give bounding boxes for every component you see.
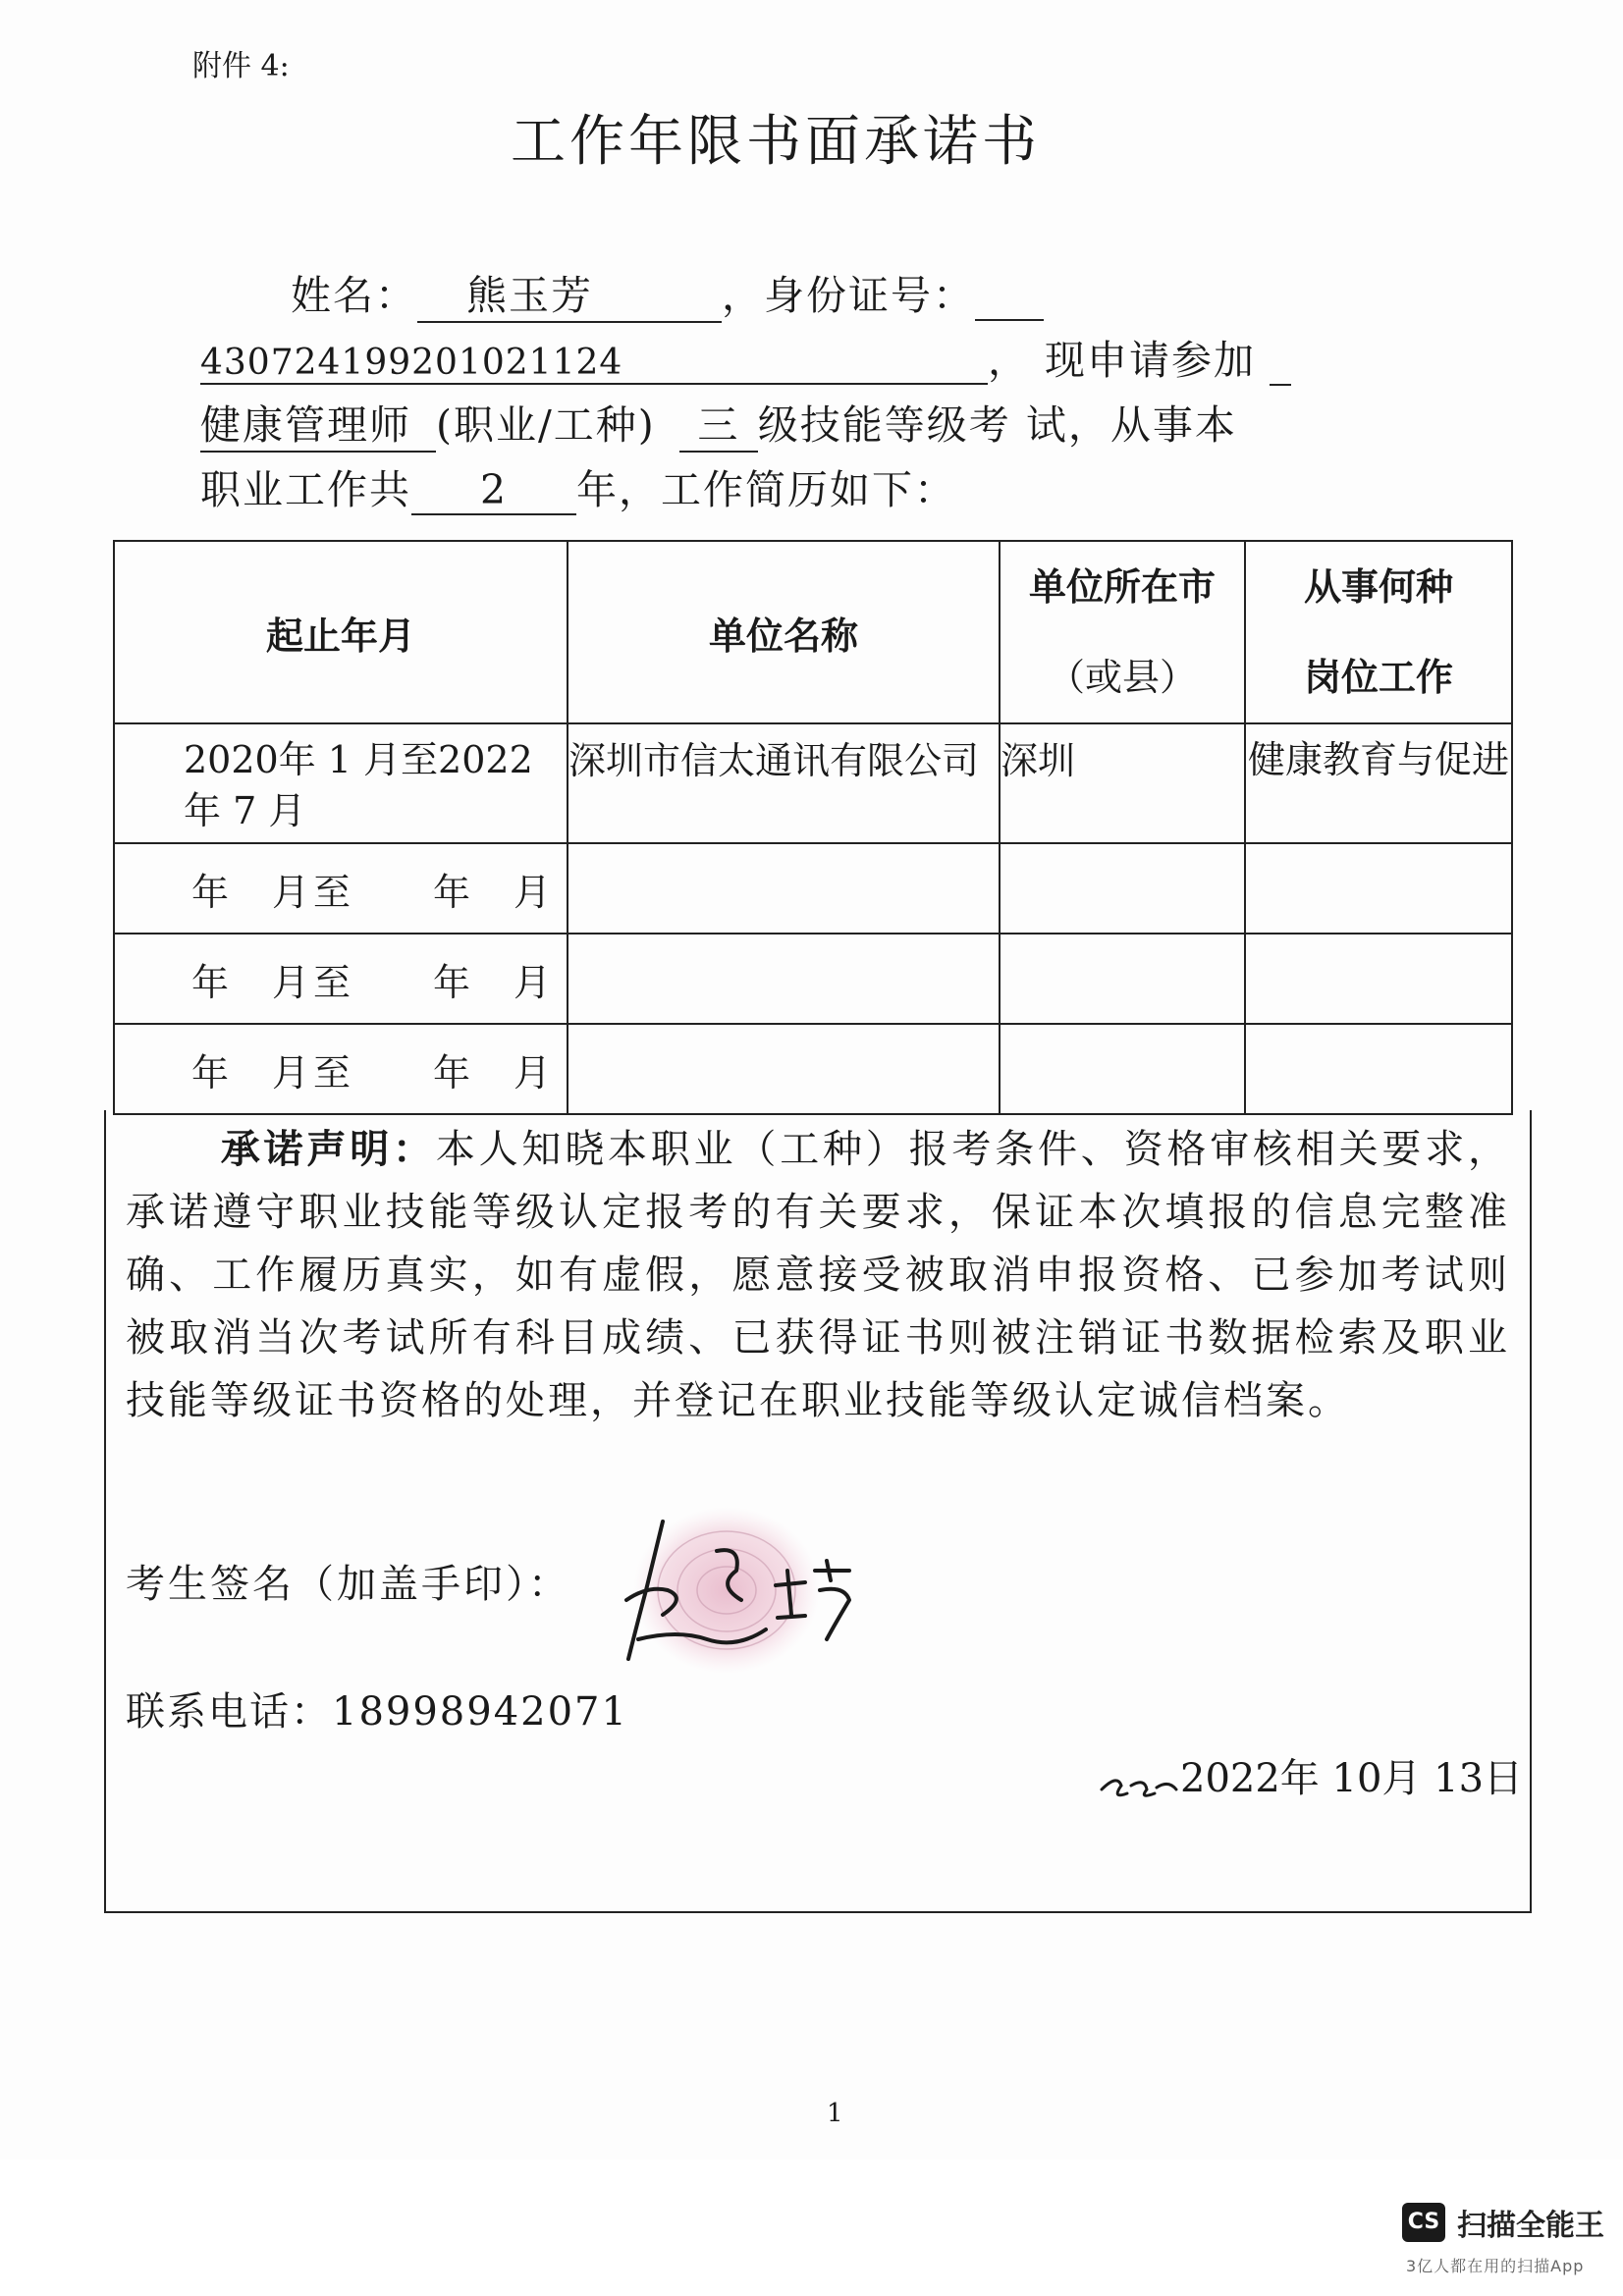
- row3-period: [114, 934, 568, 1024]
- id-number: 430724199201021124: [200, 343, 988, 385]
- phone-number: 18998942071: [332, 1689, 628, 1735]
- row2-city: [1000, 843, 1245, 934]
- table-row: [114, 843, 1512, 934]
- row4-city: [1000, 1024, 1245, 1114]
- page-number: 1: [827, 2099, 843, 2128]
- years-value: 2: [411, 466, 576, 515]
- row1-company: 深圳市信太通讯有限公司: [568, 723, 1000, 843]
- page-title: 工作年限书面承诺书: [511, 110, 1041, 174]
- row1-period-line1: 2020年 1 月至2022: [184, 738, 533, 781]
- row4-y1: 年: [191, 1050, 234, 1095]
- commitment-label: 承诺声明：: [220, 1126, 436, 1172]
- table-row: [114, 723, 1512, 843]
- row4-y2: 年: [433, 1050, 475, 1095]
- years-prefix: 职业工作共: [200, 466, 411, 513]
- row3-job: [1245, 934, 1512, 1024]
- row4-period: [114, 1024, 568, 1114]
- level-suffix: 级技能等级考 试，从事本: [757, 401, 1237, 449]
- signature-label: 考生签名（加盖手印）：: [126, 1562, 570, 1607]
- header-job-line1: 从事何种: [1303, 565, 1453, 609]
- signature-image: [569, 1492, 864, 1679]
- commitment-text: 本人知晓本职业（工种）报考条件、资格审核相关要求，承诺遵守职业技能等级认定报考的有关要求，保证本次填报的信息完整准确、工作履历真实，如有虚假，愿意接受被取消申报资格、已参加考试则被取消当次考试所有科目成绩、已获得证书则被注销证书数据检索及职业技能等级证书资格的处理，并登记在职业技能等级认定诚信档案。: [126, 1127, 1511, 1423]
- commitment-statement: [126, 1118, 1510, 1432]
- name-label: 姓名：: [291, 272, 417, 319]
- handwritten-year-strokes: [1098, 1760, 1180, 1803]
- phone-line: [126, 1681, 628, 1736]
- row1-city: 深圳: [1000, 723, 1245, 843]
- header-city: [1000, 541, 1245, 723]
- occupation-value: 健康管理师: [200, 393, 436, 453]
- row2-job: [1245, 843, 1512, 934]
- header-job-line2: 岗位工作: [1303, 656, 1453, 699]
- table-row: [114, 934, 1512, 1024]
- id-label: ，身份证号：: [722, 272, 975, 319]
- row4-job: [1245, 1024, 1512, 1114]
- header-job: [1245, 541, 1512, 723]
- header-period: 起止年月: [114, 541, 568, 723]
- row1-job: 健康教育与促进: [1245, 723, 1512, 843]
- row3-y1: 年: [191, 960, 234, 1004]
- row4-m2: 月: [514, 1050, 556, 1095]
- years-line: [200, 457, 956, 515]
- row3-m1: 月至: [272, 960, 355, 1004]
- row4-company: [568, 1024, 1000, 1114]
- header-city-line1: 单位所在市: [1028, 565, 1216, 609]
- handwritten-date-text: 2022年 10月 13日: [1180, 1756, 1524, 1801]
- row3-m2: 月: [514, 960, 556, 1004]
- years-suffix: 年，工作简历如下：: [576, 466, 956, 513]
- row3-company: [568, 934, 1000, 1024]
- row2-y2: 年: [433, 870, 475, 914]
- table-header-row: [114, 541, 1512, 723]
- camscanner-logo: CS: [1402, 2203, 1445, 2242]
- name-line: [291, 263, 1044, 323]
- id-line: [200, 328, 1291, 386]
- row4-m1: 月至: [272, 1050, 355, 1095]
- attachment-label: 附件 4:: [192, 49, 290, 83]
- row2-period: [114, 843, 568, 934]
- row2-company: [568, 843, 1000, 934]
- row2-m1: 月至: [272, 870, 355, 914]
- work-history-table: [113, 540, 1513, 1115]
- brand-slogan: 3亿人都在用的扫描App: [1406, 2257, 1585, 2275]
- id-underline: [975, 272, 1044, 321]
- row2-m2: 月: [514, 870, 556, 914]
- row3-y2: 年: [433, 960, 475, 1004]
- header-city-line2: （或县）: [1047, 656, 1197, 699]
- handwritten-date: [1098, 1747, 1523, 1803]
- name-value: 熊玉芳: [417, 263, 722, 323]
- apply-underline: [1270, 337, 1291, 386]
- row1-period-line2: 年 7 月: [184, 789, 306, 832]
- brand-name: 扫描全能王: [1457, 2209, 1604, 2243]
- table-row: [114, 1024, 1512, 1114]
- level-value: 三: [679, 393, 758, 453]
- header-company: 单位名称: [568, 541, 1000, 723]
- apply-text: ， 现申请参加: [988, 337, 1257, 384]
- occupation-line: [200, 393, 1237, 453]
- row1-period: [114, 723, 568, 843]
- row3-city: [1000, 934, 1245, 1024]
- row2-y1: 年: [191, 870, 234, 914]
- phone-label: 联系电话：: [126, 1689, 332, 1735]
- occupation-suffix: (职业/工种): [436, 401, 656, 449]
